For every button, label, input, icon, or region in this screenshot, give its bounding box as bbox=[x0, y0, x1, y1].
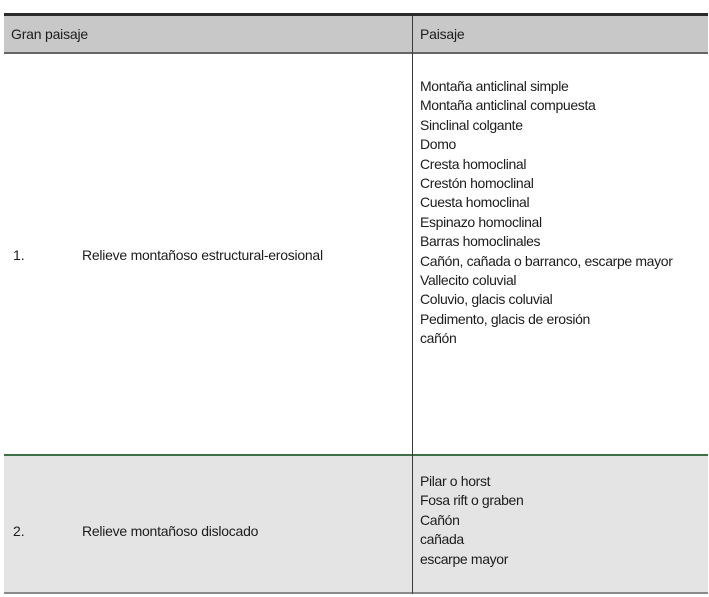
landscape-item: Vallecito coluvial bbox=[420, 271, 517, 288]
row-number: 2. bbox=[13, 523, 25, 539]
landscape-item: Montaña anticlinal simple bbox=[420, 78, 569, 94]
column-divider bbox=[412, 16, 413, 594]
landscape-item: Montaña anticlinal compuesta bbox=[420, 97, 596, 114]
landscape-item: Cuesta homoclinal bbox=[420, 194, 530, 211]
landscape-list bbox=[420, 472, 523, 569]
landscape-item: Espinazo homoclinal bbox=[420, 213, 542, 230]
landscape-cell bbox=[413, 456, 708, 592]
table-row bbox=[4, 54, 708, 456]
table-header bbox=[4, 16, 708, 54]
landscape-item: Pedimento, glacis de erosión bbox=[420, 310, 590, 327]
landscape-item: Cañón, cañada o barranco, escarpe mayor bbox=[420, 252, 673, 269]
landscape-item: escarpe mayor bbox=[420, 550, 509, 567]
great-landscape-label: Relieve montañoso dislocado bbox=[82, 523, 259, 539]
landscape-item: Cañón bbox=[420, 511, 460, 528]
great-landscape-cell bbox=[4, 54, 412, 454]
row-number: 1. bbox=[13, 247, 25, 263]
landscape-item: cañada bbox=[420, 531, 464, 548]
header-paisaje: Paisaje bbox=[420, 26, 465, 42]
landscape-item: Crestón homoclinal bbox=[420, 174, 534, 191]
landscape-table bbox=[4, 13, 708, 594]
landscape-list bbox=[420, 77, 673, 348]
landscape-item: Barras homoclinales bbox=[420, 233, 541, 250]
landscape-item: Domo bbox=[420, 136, 456, 153]
landscape-item: Fosa rift o graben bbox=[420, 492, 524, 509]
landscape-item: Coluvio, glacis coluvial bbox=[420, 291, 553, 308]
landscape-item: Pilar o horst bbox=[420, 473, 491, 489]
table-row bbox=[4, 456, 708, 594]
landscape-cell bbox=[413, 54, 708, 454]
landscape-item: Sinclinal colgante bbox=[420, 116, 523, 133]
header-gran-paisaje: Gran paisaje bbox=[11, 26, 88, 42]
landscape-item: cañón bbox=[420, 330, 457, 347]
great-landscape-cell bbox=[4, 456, 412, 592]
landscape-item: Cresta homoclinal bbox=[420, 155, 527, 172]
great-landscape-label: Relieve montañoso estructural-erosional bbox=[82, 247, 323, 263]
